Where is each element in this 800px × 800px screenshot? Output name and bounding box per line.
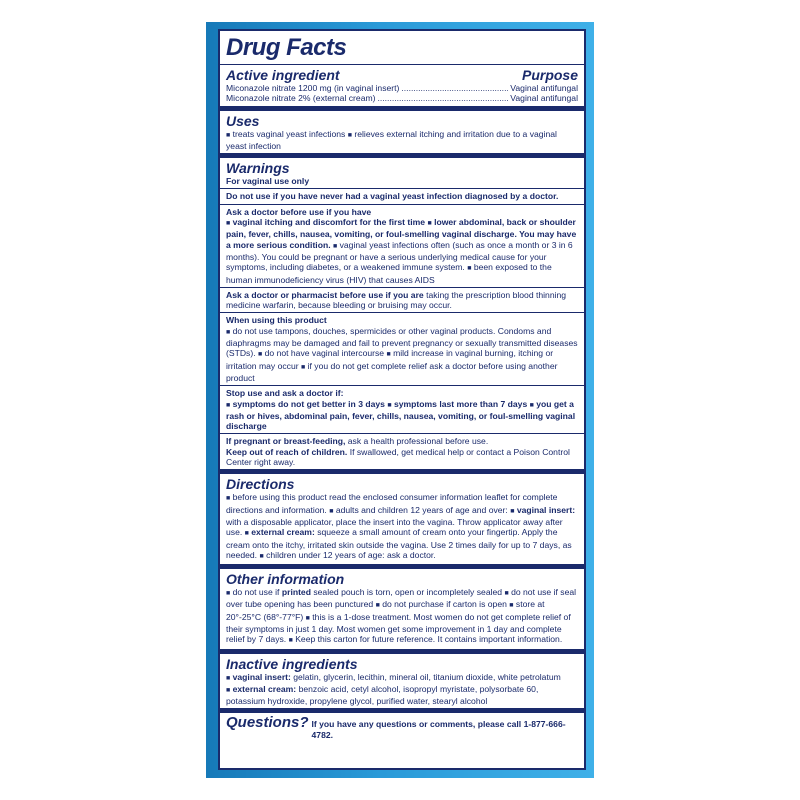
square-bullet-icon: ■ [529, 401, 534, 409]
square-bullet-icon: ■ [300, 363, 306, 371]
square-bullet-icon: ■ [467, 265, 472, 273]
square-bullet-icon: ■ [329, 507, 334, 515]
drug-facts-label [218, 29, 586, 770]
square-bullet-icon: ■ [259, 552, 264, 560]
section-divider [220, 564, 584, 569]
square-bullet-icon: ■ [288, 637, 293, 645]
square-bullet-icon: ■ [226, 674, 231, 682]
directions-text: ■ before using this product read the enclosed consumer information leaflet for complete directions and information. ■ adults and children 12 years of age and over: ■ vaginal insert: with a disposable applicator, place the insert into the vagina. Throw applicator away after use. ■ external cream: squeeze a small amount of cream onto your fingertip. Apply the cream onto the itchy, irritated skin outside the vagina. Use 2 times daily for up to 7 days, as needed. ■ children under 12 years of age: ask a doctor. [226, 492, 576, 560]
uses-heading: Uses [226, 112, 260, 129]
ingredient-purpose: Vaginal antifungal [510, 83, 578, 93]
square-bullet-icon: ■ [226, 220, 231, 228]
square-bullet-icon: ■ [244, 530, 249, 538]
square-bullet-icon: ■ [226, 328, 231, 336]
square-bullet-icon: ■ [375, 602, 380, 610]
other-information-text: ■ do not use if printed sealed pouch is torn, open or incompletely sealed ■ do not use if seal over tube opening has been punctured ■ do not purchase if carton is open ■ store at 20°-25°C (68°-77°F) ■ this is a 1-dose treatment. Most women do not get complete relief of their symptoms in just 1 day. Most women get some improvement in 1 day and complete relief by 7 days. ■ Keep this carton for future reference. It contains important information. [226, 587, 577, 645]
ask-doctor-heading: Ask a doctor before use if you have [226, 206, 372, 217]
vaginal-use-only: For vaginal use only [226, 176, 310, 187]
do-not-use-warning: Do not use if you have never had a vaginal yeast infection diagnosed by a doctor. [226, 191, 559, 202]
divider [220, 287, 584, 288]
active-ingredient-header-row [226, 67, 578, 83]
when-using-text: ■ do not use tampons, douches, spermicides or other vaginal products. Condoms and diaphragms may be damaged and fail to prevent pregnancy or sexually transmitted diseases (STDs). ■ do not have vaginal intercourse ■ mild increase in vaginal burning, itching or irritation may occur ■ if you do not get complete relief ask a doctor before using another product [226, 325, 578, 383]
square-bullet-icon: ■ [258, 351, 263, 359]
square-bullet-icon: ■ [332, 242, 338, 250]
divider [220, 188, 584, 189]
section-divider [220, 649, 584, 654]
warnings-heading: Warnings [226, 160, 290, 177]
square-bullet-icon: ■ [226, 686, 231, 694]
section-divider [220, 106, 584, 111]
active-ingredient-heading: Active ingredient [226, 67, 340, 83]
directions-heading: Directions [226, 476, 295, 493]
inactive-cream: ■ external cream: benzoic acid, cetyl alcohol, isopropyl myristate, polysorbate 60, potassium hydroxide, propylene glycol, purified water, stearyl alcohol [226, 683, 539, 707]
when-using-heading: When using this product [226, 315, 327, 326]
questions-heading: Questions? [226, 714, 309, 732]
square-bullet-icon: ■ [226, 590, 231, 598]
active-ingredient-row [226, 83, 578, 93]
section-divider [220, 708, 584, 713]
stop-use-text: ■ symptoms do not get better in 3 days ■ symptoms last more than 7 days ■ you get a rash or hives, abdominal pain, fever, chills, nausea, vomiting, or foul-smelling vaginal discharge [226, 398, 576, 432]
inactive-ingredients-heading: Inactive ingredients [226, 655, 358, 672]
divider [220, 312, 584, 313]
inactive-insert: ■ vaginal insert: gelatin, glycerin, lecithin, mineral oil, titanium dioxide, white petrolatum [226, 671, 561, 682]
drug-facts-title: Drug Facts [226, 34, 347, 61]
square-bullet-icon: ■ [226, 131, 231, 139]
other-information-heading: Other information [226, 571, 345, 588]
square-bullet-icon: ■ [427, 220, 432, 228]
square-bullet-icon: ■ [387, 401, 392, 409]
square-bullet-icon: ■ [226, 495, 231, 503]
square-bullet-icon: ■ [510, 507, 515, 515]
stop-use-heading: Stop use and ask a doctor if: [226, 388, 344, 399]
square-bullet-icon: ■ [305, 614, 310, 622]
square-bullet-icon: ■ [226, 401, 231, 409]
square-bullet-icon: ■ [504, 590, 509, 598]
questions-row [226, 715, 578, 740]
purpose-heading: Purpose [521, 67, 578, 83]
divider [220, 204, 584, 205]
ingredient-name: Miconazole nitrate 2% (external cream) [226, 93, 376, 104]
uses-text: ■ treats vaginal yeast infections ■ relieves external itching and irritation due to a vaginal yeast infection [226, 128, 557, 151]
ingredient-name: Miconazole nitrate 1200 mg (in vaginal insert) [226, 83, 400, 93]
square-bullet-icon: ■ [386, 351, 391, 359]
ask-doctor-text: ■ vaginal itching and discomfort for the first time ■ lower abdominal, back or shoulder pain, fever, chills, nausea, vomiting, or foul-smelling vaginal discharge. You may have a more serious condition. ■ vaginal yeast infections often (such as once a month or 3 in 6 months). You could be pregnant or have a serious underlying medical cause for your symptoms, including diabetes, or a weakened immune system. ■ been exposed to the human immunodeficiency virus (HIV) that causes AIDS [226, 217, 577, 285]
divider [220, 64, 584, 65]
keep-out-of-reach: Keep out of reach of children. If swallowed, get medical help or contact a Poison Control Center right away. [226, 446, 570, 468]
square-bullet-icon: ■ [509, 602, 514, 610]
divider [220, 433, 584, 434]
leader-dots [378, 93, 509, 103]
leader-dots [401, 83, 508, 93]
active-ingredient-row [226, 93, 578, 103]
pregnancy-warning: If pregnant or breast-feeding, ask a health professional before use. [226, 436, 489, 447]
section-divider [220, 153, 584, 158]
divider [220, 385, 584, 386]
pharmacist-warning: Ask a doctor or pharmacist before use if you are taking the prescription blood thinning medicine warfarin, because bleeding or bruising may occur. [226, 289, 567, 311]
ingredient-purpose: Vaginal antifungal [510, 93, 578, 104]
questions-text: If you have any questions or comments, please call 1-877-666-4782. [311, 719, 566, 740]
section-divider [220, 469, 584, 474]
square-bullet-icon: ■ [347, 131, 352, 139]
